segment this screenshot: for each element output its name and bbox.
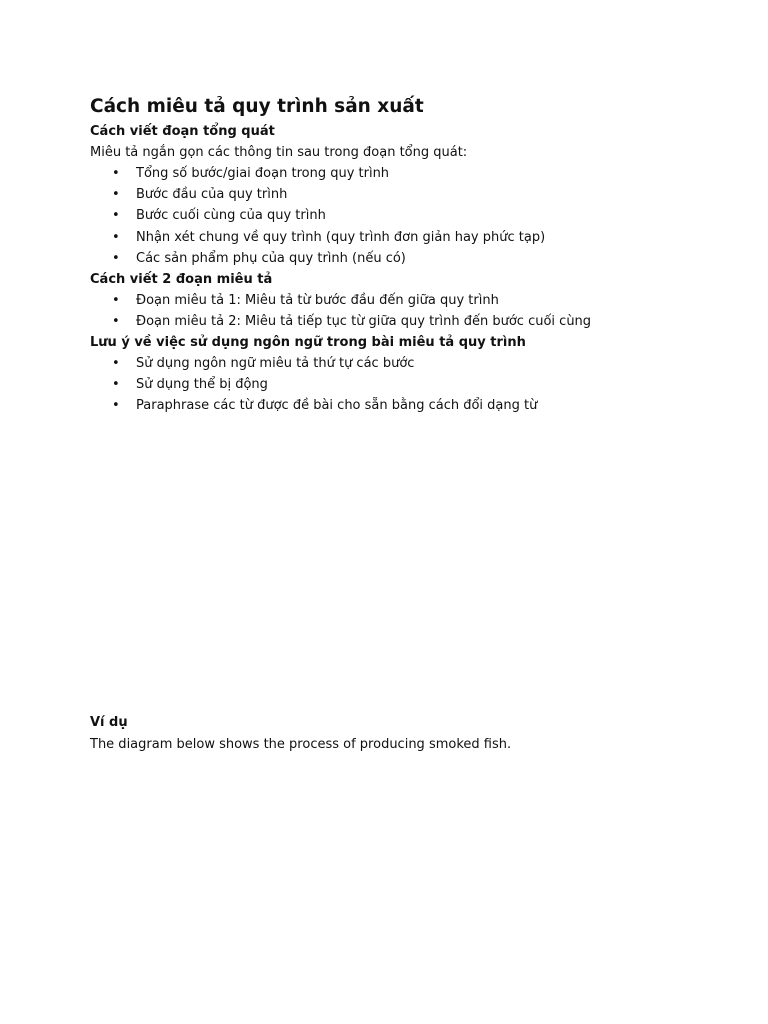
document-title: Cách miêu tả quy trình sản xuất bbox=[90, 96, 424, 117]
list-item-text: Sử dụng ngôn ngữ miêu tả thứ tự các bước bbox=[136, 356, 415, 371]
bullet-icon: • bbox=[112, 166, 120, 181]
list-item-text: Các sản phẩm phụ của quy trình (nếu có) bbox=[136, 250, 406, 266]
list-item bbox=[90, 184, 545, 205]
list-item bbox=[90, 205, 545, 226]
bullet-icon: • bbox=[112, 356, 120, 371]
bullet-icon: • bbox=[112, 250, 120, 266]
section-heading-language: Lưu ý về việc sử dụng ngôn ngữ trong bài miêu tả quy trình bbox=[90, 335, 526, 350]
list-item bbox=[90, 395, 537, 416]
section-intro-overview: Miêu tả ngắn gọn các thông tin sau trong đoạn tổng quát: bbox=[90, 145, 468, 160]
bullet-icon: • bbox=[112, 187, 120, 203]
list-item bbox=[90, 248, 545, 269]
bullet-icon: • bbox=[112, 314, 120, 330]
bullet-list-body bbox=[90, 290, 591, 332]
example-text: The diagram below shows the process of producing smoked fish. bbox=[90, 737, 512, 752]
list-item bbox=[90, 311, 591, 332]
list-item-text: Sử dụng thể bị động bbox=[136, 377, 268, 393]
example-heading: Ví dụ bbox=[90, 715, 128, 730]
section-heading-body: Cách viết 2 đoạn miêu tả bbox=[90, 272, 273, 287]
list-item-text: Tổng số bước/giai đoạn trong quy trình bbox=[136, 166, 390, 181]
list-item-text: Đoạn miêu tả 1: Miêu tả từ bước đầu đến giữa quy trình bbox=[136, 293, 499, 308]
bullet-icon: • bbox=[112, 229, 120, 245]
list-item-text: Nhận xét chung về quy trình (quy trình đơn giản hay phức tạp) bbox=[136, 229, 546, 245]
bullet-list-overview bbox=[90, 163, 545, 269]
list-item-text: Đoạn miêu tả 2: Miêu tả tiếp tục từ giữa quy trình đến bước cuối cùng bbox=[136, 314, 592, 330]
list-item bbox=[90, 374, 537, 395]
list-item bbox=[90, 353, 537, 374]
bullet-icon: • bbox=[112, 208, 120, 224]
bullet-list-language bbox=[90, 353, 537, 417]
list-item-text: Paraphrase các từ được đề bài cho sẵn bằng cách đổi dạng từ bbox=[136, 398, 538, 414]
section-heading-overview: Cách viết đoạn tổng quát bbox=[90, 124, 275, 139]
list-item bbox=[90, 163, 545, 184]
bullet-icon: • bbox=[112, 377, 120, 393]
list-item-text: Bước đầu của quy trình bbox=[136, 187, 288, 203]
list-item-text: Bước cuối cùng của quy trình bbox=[136, 208, 326, 224]
bullet-icon: • bbox=[112, 398, 120, 414]
list-item bbox=[90, 227, 545, 248]
list-item bbox=[90, 290, 591, 311]
bullet-icon: • bbox=[112, 293, 120, 308]
